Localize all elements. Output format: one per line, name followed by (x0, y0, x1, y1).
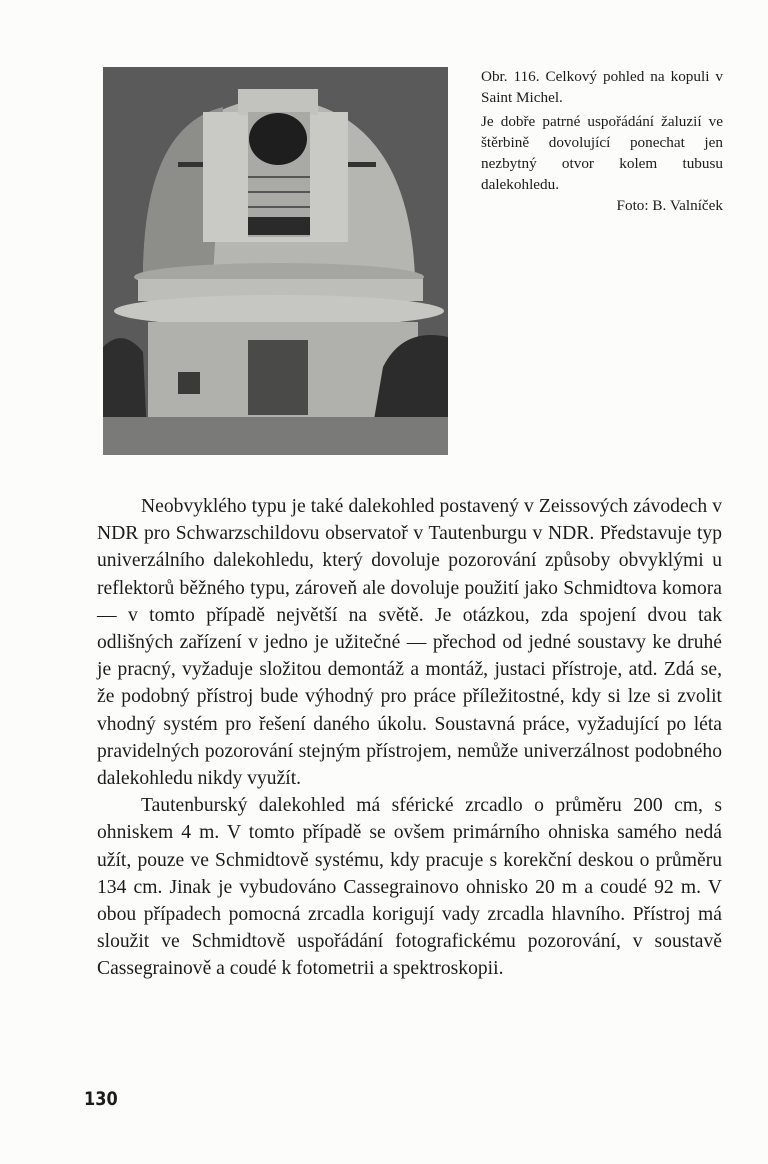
body-text (97, 493, 722, 983)
page-number: 130 (84, 1088, 118, 1110)
figure-caption (481, 66, 723, 216)
paragraph: Tautenburský dalekohled má sférické zrcadlo o průměru 200 cm, s ohniskem 4 m. V tomto případě se ovšem primárního ohniska samého nedá užít, pouze ve Schmidtově systému, kdy pracuje s korekční deskou o průměru 134 cm. Jinak je vybudováno Cassegrainovo ohnisko 20 m a coudé 92 m. V obou případech pomocná zrcadla korigují vady zrcadla hlavního. Přístroj má sloužit ve Schmidtově uspořádání fotografickému pozorování, v soustavě Cassegrainově a coudé k fotometrii a spektroskopii. (97, 795, 722, 980)
observatory-dome-photo (103, 67, 448, 455)
photo-credit: Foto: B. Valníček (616, 197, 723, 214)
caption-text: Je dobře patrné uspořádání žaluzií ve štěrbině dovolující ponechat jen nezbytný otvor kolem tubusu dalekohledu. (481, 113, 723, 193)
paragraph: Neobvyklého typu je také dalekohled postavený v Zeissových závodech v NDR pro Schwarzschildovu observatoř v Tautenburgu v NDR. Představuje typ univerzálního dalekohledu, který dovoluje pozorování způsoby obvyklými u reflektorů běžného typu, zároveň ale dovoluje použití jako Schmidtova komora — v tomto případě největší na světě. Je otázkou, zda spojení dvou tak odlišných zařízení v jedno je užitečné — přechod od jedné soustavy ke druhé je pracný, vyžaduje složitou demontáž a montáž, justaci přístroje, atd. Zdá se, že podobný přístroj bude výhodný pro práce příležitostné, kdy si lze si zvolit vhodný systém pro řešení daného úkolu. Soustavná práce, vyžadující po léta pravidelných pozorování stejným přístrojem, nemůže univerzálnost podobného dalekohledu nikdy využít. (97, 496, 722, 790)
dome-illustration (103, 67, 448, 455)
caption-title: Obr. 116. Celkový pohled na kopuli v Saint Michel. (481, 68, 723, 106)
